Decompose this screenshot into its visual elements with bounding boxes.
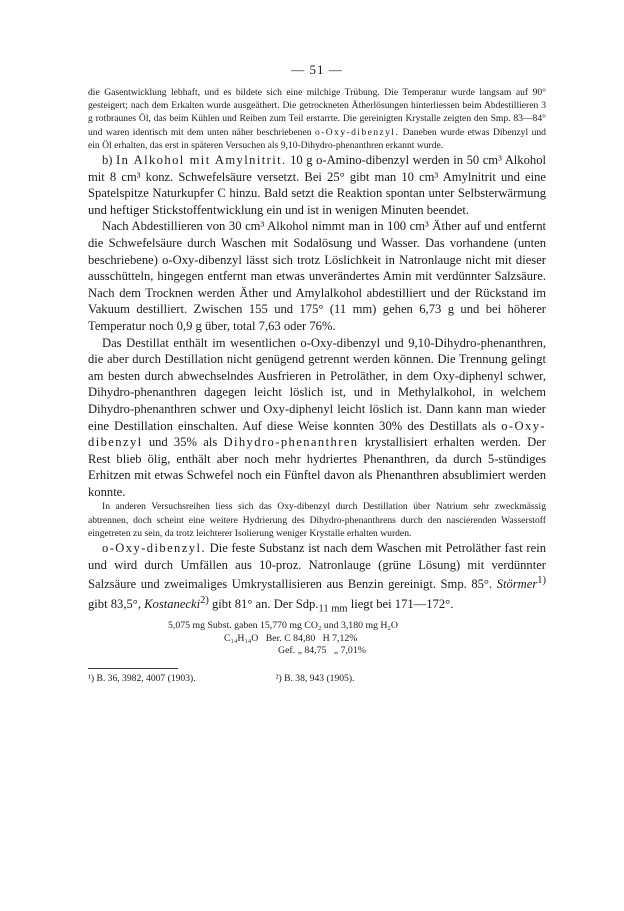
author-name: Kostanecki xyxy=(144,597,201,612)
text-run: liegt bei 171—172°. xyxy=(350,597,454,612)
footnote-ref: 2) xyxy=(200,595,209,607)
text-run: Daneben wurde etwas Dibenzyl und ein Öl erhalten, das erst in späteren Versuchen als 9,10-Dihydro-phenanthren erkannt wurde. xyxy=(88,126,546,151)
analysis-line: Gef. „ 84,75 „ 7,01% xyxy=(278,645,366,657)
footnote-divider xyxy=(88,668,178,669)
elemental-analysis xyxy=(88,620,546,657)
paragraph-note-small: In anderen Versuchsreihen liess sich das Oxy-dibenzyl durch Destillation über Natrium sehr zweckmässig abtrennen, doch scheint eine weitere Hydrierung des Dihydro-phenanthrens durch den nascierenden Wasserstoff eingetreten zu sein, da trotz leichterer Isolierung weniger Krystalle erhalten wurden. xyxy=(88,501,546,539)
text-run: Die feste Substanz ist nach dem Waschen mit Petroläther fast rein und wird durch Umfällen aus 10-proz. Natronlauge (grüne Lösung) mit verdünnter Salzsäure und zweimaliges Umkrystallisieren aus Benzin gereinigt. Smp. 85°. xyxy=(88,541,546,592)
footnote-2: ²) B. 38, 943 (1905). xyxy=(275,672,355,684)
section-heading: o-Oxy-dibenzyl. xyxy=(102,541,206,556)
footnote-ref: 1) xyxy=(537,575,547,587)
pressure-subscript: 11 mm xyxy=(318,603,348,615)
paragraph-workup: Nach Abdestillieren von 30 cm³ Alkohol nimmt man in 100 cm³ Äther auf und entfernt die Schwefelsäure durch Waschen mit Sodalösung und Wasser. Das vorhandene (unten beschriebene) o-Oxy-dibenzyl lässt sich trotz Löslichkeit in Natronlauge nicht mit dieser ausschütteln, hingegen entfernt man etwas unverändertes Amin mit verdünnter Salzsäure. Nach dem Trocknen werden Äther und Amylalkohol abdestilliert und der Rückstand im Vakuum destilliert. Zwischen 155 und 175° (11 mm) gehen 6,73 g und bei höherer Temperatur noch 0,9 g über, total 7,63 oder 76%. xyxy=(88,219,546,333)
paragraph-oxy-dibenzyl xyxy=(88,540,546,618)
analysis-line: C₁₄H₁₄O Ber. C 84,80 H 7,12% xyxy=(224,632,358,644)
text-run: krystallisiert erhalten werden. Der Rest blieb ölig, enthält aber noch mehr hydriertes Phenanthren, da durch 5-stündiges Erhitzen mit etwas Schwefel noch ein Fünftel davon als Phenanthren absublimiert werden konnte. xyxy=(88,435,546,499)
document-page xyxy=(88,62,546,685)
footnote-1: ¹) B. 36, 3982, 4007 (1903). xyxy=(88,672,196,684)
text-run: 10 g o-Amino-dibenzyl werden in 50 cm³ Alkohol mit 8 cm³ konz. Schwefelsäure versetzt. Bei 25° gibt man 10 cm³ Amylnitrit und eine Spatelspitze Naturkupfer C hinzu. Bald setzt die Reaktion spontan unter Selbsterwärmung und heftiger Stickstoffentwicklung ein und ist in wenigen Minuten beendet. xyxy=(88,153,546,217)
text-run: Das Destillat enthält im wesentlichen o-Oxy-dibenzyl und 9,10-Dihydro-phenanthren, die aber durch Destillation nicht genügend getrennt werden können. Die Trennung gelingt am besten durch abwechselndes Ausfrieren in Petroläther, in dem Oxy-diphenyl schwer, Dihydro-phenanthren dagegen leicht löslich ist, und in Methylalkohol, in welchem Dihydro-phenanthren schwer und Oxy-diphenyl leicht löslich ist. Dann kann man wieder eine Destillation einschalten. Auf diese Weise konnten 30% des Destillats als xyxy=(88,335,546,433)
paragraph-method-b xyxy=(88,152,546,218)
text-run: gibt 81° an. Der Sdp. xyxy=(212,597,319,612)
text-run: die Gasentwicklung lebhaft, und es bildete sich eine milchige Trübung. Die Temperatur wurde langsam auf 90° gesteigert; nach dem Erkalten wurde ausgeäthert. Die getrockneten Ätherlösungen hinterliessen beim Abdestillieren 3 g rotbraunes Öl, das beim Kühlen und Reiben zum Teil erstarrte. Die gereinigten Krystalle zeigten den Smp. 83—84° und waren identisch mit dem unten näher beschriebenen xyxy=(88,87,546,138)
footnotes xyxy=(88,673,546,685)
author-name: Störmer xyxy=(496,577,538,592)
section-heading: In Alkohol mit Amylnitrit. xyxy=(116,153,287,168)
text-run: und 35% als xyxy=(148,435,218,450)
text-run: gibt 83,5°, xyxy=(88,597,141,612)
section-label: b) xyxy=(102,153,113,168)
paragraph-separation xyxy=(88,335,546,501)
page-number: — 51 — xyxy=(291,62,343,77)
compound-name: o-Oxy-dibenzyl xyxy=(88,418,546,450)
compound-name: Dihydro-phenanthren xyxy=(223,435,359,450)
paragraph-intro-small xyxy=(88,86,546,152)
compound-name: o-Oxy-dibenzyl. xyxy=(315,126,400,138)
analysis-line: 5,075 mg Subst. gaben 15,770 mg CO₂ und 3,180 mg H₂O xyxy=(168,620,398,632)
